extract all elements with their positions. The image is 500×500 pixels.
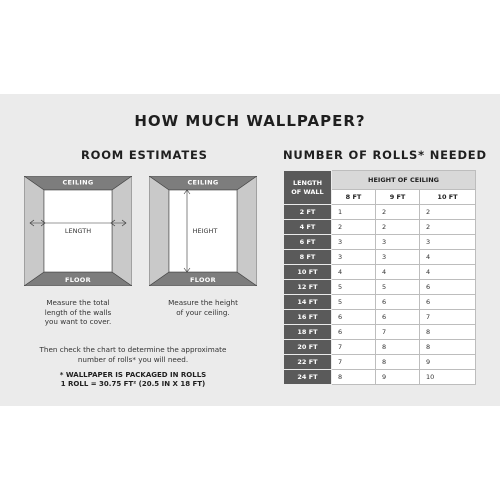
height-label: HEIGHT [192,227,218,235]
row-length-label: 6 FT [284,235,332,250]
row-length-label: 20 FT [284,340,332,355]
length-of-wall-header: LENGTH OF WALL [284,171,332,205]
rolls-cell: 5 [332,295,376,310]
rolls-cell: 2 [376,220,420,235]
row-length-label: 4 FT [284,220,332,235]
rolls-heading: NUMBER OF ROLLS* NEEDED [283,148,487,162]
rolls-cell: 2 [420,205,476,220]
rolls-cell: 10 [420,370,476,385]
rolls-cell: 8 [332,370,376,385]
rolls-cell: 8 [420,325,476,340]
rolls-cell: 3 [332,250,376,265]
room-diagram-height [149,176,257,286]
packaging-note: * WALLPAPER IS PACKAGED IN ROLLS 1 ROLL = 30.75 FT² (20.5 IN X 18 FT) [59,371,207,388]
rolls-cell: 6 [420,280,476,295]
table-row [284,205,476,220]
rolls-table [283,170,476,385]
rolls-cell: 9 [420,355,476,370]
rolls-cell: 8 [376,355,420,370]
rolls-cell: 3 [332,235,376,250]
row-length-label: 12 FT [284,280,332,295]
rolls-cell: 6 [332,325,376,340]
rolls-cell: 8 [420,340,476,355]
rolls-cell: 3 [420,235,476,250]
rolls-cell: 7 [332,355,376,370]
rolls-cell: 1 [332,205,376,220]
ceiling-label: CEILING [62,178,94,187]
rolls-cell: 4 [420,250,476,265]
length-instructions: Measure the total length of the walls you want to cover. [44,298,112,326]
table-row [284,340,476,355]
rolls-cell: 5 [332,280,376,295]
rolls-cell: 3 [376,250,420,265]
rolls-cell: 2 [376,205,420,220]
ceiling-label: CEILING [187,178,219,187]
table-row [284,310,476,325]
page-title: HOW MUCH WALLPAPER? [134,112,366,130]
table-row [284,280,476,295]
height-instructions: Measure the height of your ceiling. [168,298,238,317]
row-length-label: 24 FT [284,370,332,385]
rolls-cell: 6 [420,295,476,310]
row-length-label: 22 FT [284,355,332,370]
rolls-cell: 9 [376,370,420,385]
table-row [284,355,476,370]
rolls-cell: 8 [376,340,420,355]
row-length-label: 8 FT [284,250,332,265]
rolls-cell: 5 [376,280,420,295]
rolls-cell: 2 [420,220,476,235]
rolls-cell: 6 [332,310,376,325]
row-length-label: 14 FT [284,295,332,310]
column-header: 10 FT [420,190,476,205]
table-row [284,220,476,235]
rolls-cell: 3 [376,235,420,250]
rolls-cell: 2 [332,220,376,235]
table-row [284,250,476,265]
column-header: 9 FT [376,190,420,205]
table-row [284,370,476,385]
table-row [284,325,476,340]
rolls-cell: 4 [420,265,476,280]
row-length-label: 16 FT [284,310,332,325]
column-header: 8 FT [332,190,376,205]
rolls-cell: 7 [376,325,420,340]
row-length-label: 18 FT [284,325,332,340]
floor-label: FLOOR [190,276,216,284]
room-estimates-heading: ROOM ESTIMATES [81,148,208,162]
table-row [284,295,476,310]
row-length-label: 2 FT [284,205,332,220]
length-label: LENGTH [64,227,92,235]
rolls-cell: 4 [376,265,420,280]
row-length-label: 10 FT [284,265,332,280]
chart-instructions: Then check the chart to determine the approximate number of rolls* you will need. [39,345,227,364]
rolls-cell: 7 [420,310,476,325]
table-row [284,265,476,280]
rolls-cell: 7 [332,340,376,355]
floor-label: FLOOR [65,276,91,284]
table-row [284,235,476,250]
rolls-cell: 6 [376,295,420,310]
room-diagram-length [24,176,132,286]
height-of-ceiling-header: HEIGHT OF CEILING [332,171,476,190]
rolls-cell: 6 [376,310,420,325]
rolls-cell: 4 [332,265,376,280]
